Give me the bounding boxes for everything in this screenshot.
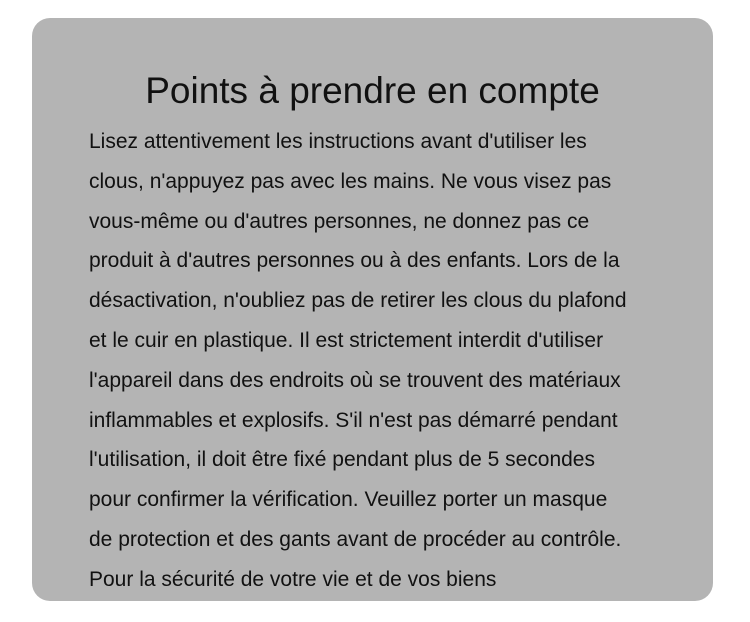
notice-line: pour confirmer la vérification. Veuillez porter un masque	[89, 488, 608, 512]
notice-line: désactivation, n'oubliez pas de retirer les clous du plafond	[89, 289, 627, 313]
notice-line: vous-même ou d'autres personnes, ne donnez pas ce	[89, 209, 590, 233]
notice-line: produit à d'autres personnes ou à des enfants. Lors de la	[89, 249, 620, 273]
notice-line: de protection et des gants avant de procéder au contrôle.	[89, 527, 622, 551]
notice-body	[89, 122, 729, 600]
notice-line: Pour la sécurité de votre vie et de vos biens	[89, 567, 497, 591]
notice-line: et le cuir en plastique. Il est strictement interdit d'utiliser	[89, 328, 604, 352]
notice-line: clous, n'appuyez pas avec les mains. Ne vous visez pas	[89, 169, 612, 193]
notice-line: l'utilisation, il doit être fixé pendant plus de 5 secondes	[89, 448, 595, 472]
notice-line: inflammables et explosifs. S'il n'est pas démarré pendant	[89, 408, 618, 432]
notice-card	[32, 18, 713, 601]
notice-line: l'appareil dans des endroits où se trouvent des matériaux	[89, 368, 621, 392]
notice-title: Points à prendre en compte	[145, 70, 600, 111]
notice-line: Lisez attentivement les instructions avant d'utiliser les	[89, 130, 587, 153]
